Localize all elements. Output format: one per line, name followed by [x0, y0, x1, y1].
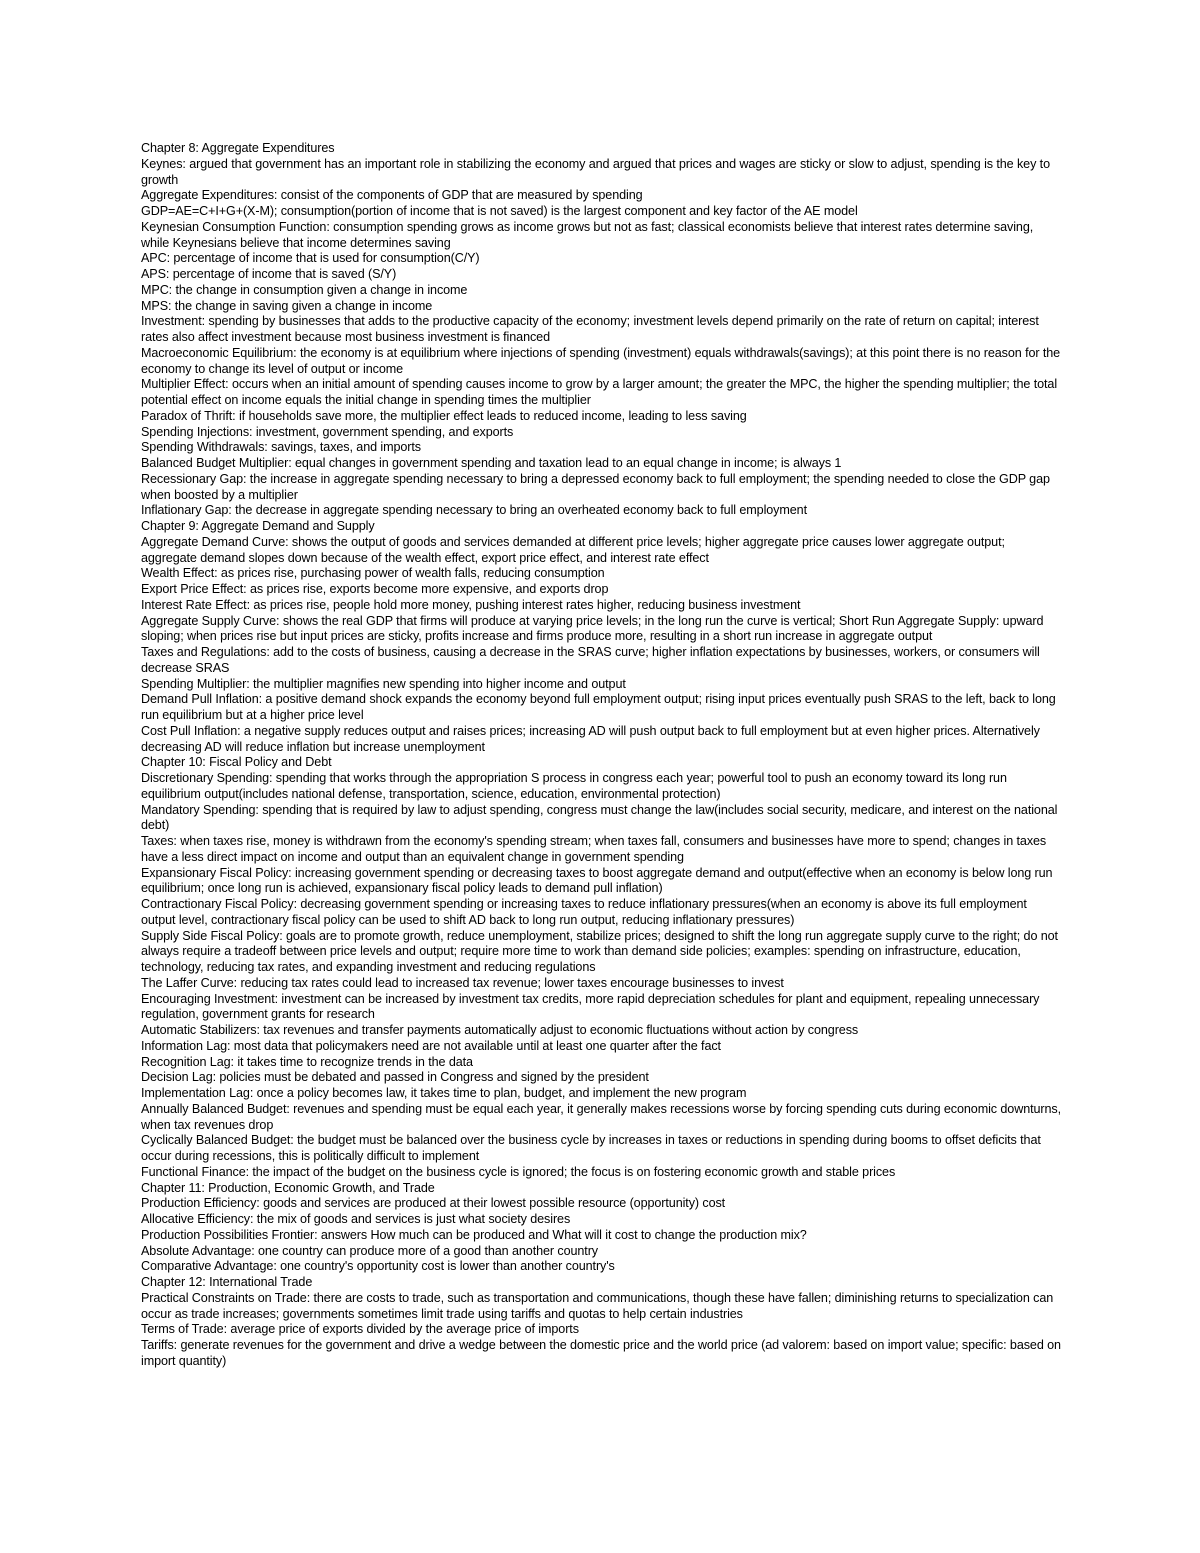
- chapter-heading: Chapter 11: Production, Economic Growth, and Trade: [141, 1180, 435, 1195]
- definition-entry: Keynes: argued that government has an important role in stabilizing the economy and argued that prices and wages are sticky or slow to adjust, spending is the key to growth: [141, 156, 1050, 187]
- definition-entry: Annually Balanced Budget: revenues and spending must be equal each year, it generally makes recessions worse by forcing spending cuts during economic downturns, when tax revenues drop: [141, 1101, 1061, 1132]
- definition-entry: MPC: the change in consumption given a change in income: [141, 282, 468, 297]
- definition-entry: Aggregate Demand Curve: shows the output of goods and services demanded at different price levels; higher aggregate price causes lower aggregate output; aggregate demand slopes down because of the wealth effect, export price effect, and interest rate effect: [141, 534, 1005, 565]
- definition-entry: Investment: spending by businesses that adds to the productive capacity of the economy; investment levels depend primarily on the rate of return on capital; interest rates also affect investment because most business investment is financed: [141, 314, 1039, 344]
- definition-entry: Contractionary Fiscal Policy: decreasing government spending or increasing taxes to reduce inflationary pressures(when an economy is above its full employment output level, contractionary fiscal policy can be used to shift AD back to long run output, reducing inflationary pressures): [141, 897, 1027, 927]
- definition-entry: Terms of Trade: average price of exports divided by the average price of imports: [141, 1322, 579, 1337]
- document-body: [141, 141, 1063, 1370]
- definition-entry: Decision Lag: policies must be debated and passed in Congress and signed by the president: [141, 1070, 649, 1085]
- definition-entry: Absolute Advantage: one country can produce more of a good than another country: [141, 1243, 598, 1258]
- definition-entry: Spending Injections: investment, government spending, and exports: [141, 424, 514, 439]
- definition-entry: Supply Side Fiscal Policy: goals are to promote growth, reduce unemployment, stabilize prices; designed to shift the long run aggregate supply curve to the right; do not always require a tradeoff between price levels and output; require more time to work than demand side policies; examples: spending on infrastructure, education, technology, reducing tax rates, and expanding investment and reducing regulations: [141, 928, 1058, 974]
- definition-entry: Comparative Advantage: one country's opportunity cost is lower than another country's: [141, 1259, 615, 1274]
- definition-entry: Taxes and Regulations: add to the costs of business, causing a decrease in the SRAS curve; higher inflation expectations by businesses, workers, or consumers will decrease SRAS: [141, 645, 1040, 675]
- definition-entry: Macroeconomic Equilibrium: the economy is at equilibrium where injections of spending (investment) equals withdrawals(savings); at this point there is no reason for the economy to change its level of output or income: [141, 345, 1061, 376]
- definition-entry: Discretionary Spending: spending that works through the appropriation S process in congress each year; powerful tool to push an economy toward its long run equilibrium output(includes national defense, transportation, science, education, environmental protection): [141, 771, 1007, 801]
- definition-entry: Paradox of Thrift: if households save more, the multiplier effect leads to reduced income, leading to less saving: [141, 408, 747, 423]
- definition-entry: Interest Rate Effect: as prices rise, people hold more money, pushing interest rates higher, reducing business investment: [141, 597, 801, 612]
- definition-entry: Information Lag: most data that policymakers need are not available until at least one quarter after the fact: [141, 1038, 721, 1053]
- definition-entry: Implementation Lag: once a policy becomes law, it takes time to plan, budget, and implement the new program: [141, 1086, 747, 1100]
- definition-entry: Recessionary Gap: the increase in aggregate spending necessary to bring a depressed economy back to full employment; the spending needed to close the GDP gap when boosted by a multiplier: [141, 471, 1050, 502]
- definition-entry: Functional Finance: the impact of the budget on the business cycle is ignored; the focus is on fostering economic growth and stable prices: [141, 1164, 896, 1179]
- definition-entry: Taxes: when taxes rise, money is withdrawn from the economy's spending stream; when taxes fall, consumers and businesses have more to spend; changes in taxes have a less direct impact on income and output than an equivalent change in government spending: [141, 834, 1047, 864]
- chapter-heading: Chapter 9: Aggregate Demand and Supply: [141, 519, 375, 533]
- definition-entry: Balanced Budget Multiplier: equal changes in government spending and taxation lead to an equal change in income; is always 1: [141, 456, 842, 470]
- definition-entry: Automatic Stabilizers: tax revenues and transfer payments automatically adjust to economic fluctuations without action by congress: [141, 1023, 859, 1037]
- definition-entry: Production Efficiency: goods and services are produced at their lowest possible resource (opportunity) cost: [141, 1196, 726, 1211]
- chapter-heading: Chapter 12: International Trade: [141, 1275, 313, 1289]
- definition-entry: APS: percentage of income that is saved (S/Y): [141, 267, 397, 281]
- definition-entry: The Laffer Curve: reducing tax rates could lead to increased tax revenue; lower taxes encourage businesses to invest: [141, 975, 784, 990]
- chapter-heading: Chapter 10: Fiscal Policy and Debt: [141, 755, 332, 770]
- definition-entry: GDP=AE=C+I+G+(X-M); consumption(portion of income that is not saved) is the largest component and key factor of the AE model: [141, 204, 858, 218]
- definition-entry: Production Possibilities Frontier: answers How much can be produced and What will it cost to change the production mix?: [141, 1227, 807, 1242]
- definition-entry: Wealth Effect: as prices rise, purchasing power of wealth falls, reducing consumption: [141, 566, 605, 581]
- definition-entry: MPS: the change in saving given a change in income: [141, 298, 433, 313]
- definition-entry: Expansionary Fiscal Policy: increasing government spending or decreasing taxes to boost aggregate demand and output(effective when an economy is below long run equilibrium; once long run is achieved, expansionary fiscal policy leads to demand pull inflation): [141, 865, 1053, 896]
- definition-entry: Demand Pull Inflation: a positive demand shock expands the economy beyond full employment output; rising input prices eventually push SRAS to the left, back to long run equilibrium but at a higher price level: [141, 692, 1056, 722]
- definition-entry: Tariffs: generate revenues for the government and drive a wedge between the domestic price and the world price (ad valorem: based on import value; specific: based on import quantity): [141, 1338, 1061, 1368]
- definition-entry: APC: percentage of income that is used for consumption(C/Y): [141, 251, 480, 266]
- definition-entry: Inflationary Gap: the decrease in aggregate spending necessary to bring an overheated economy back to full employment: [141, 503, 807, 518]
- definition-entry: Spending Withdrawals: savings, taxes, and imports: [141, 440, 421, 455]
- definition-entry: Multiplier Effect: occurs when an initial amount of spending causes income to grow by a larger amount; the greater the MPC, the higher the spending multiplier; the total potential effect on income equals the initial change in spending times the multiplier: [141, 377, 1058, 407]
- definition-entry: Spending Multiplier: the multiplier magnifies new spending into higher income and output: [141, 676, 626, 691]
- definition-entry: Encouraging Investment: investment can be increased by investment tax credits, more rapid depreciation schedules for plant and equipment, repealing unnecessary regulation, government grants for research: [141, 991, 1040, 1022]
- definition-entry: Keynesian Consumption Function: consumption spending grows as income grows but not as fast; classical economists believe that interest rates determine saving, while Keynesians believe that income determines saving: [141, 219, 1034, 250]
- definition-entry: Export Price Effect: as prices rise, exports become more expensive, and exports drop: [141, 582, 609, 596]
- definition-entry: Cyclically Balanced Budget: the budget must be balanced over the business cycle by increases in taxes or reductions in spending during booms to offset deficits that occur during recessions, this is politically difficult to implement: [141, 1133, 1041, 1163]
- definition-entry: Allocative Efficiency: the mix of goods and services is just what society desires: [141, 1212, 571, 1226]
- definition-entry: Cost Pull Inflation: a negative supply reduces output and raises prices; increasing AD will push output back to full employment but at even higher prices. Alternatively decreasing AD will reduce inflation but increase unemployment: [141, 723, 1040, 754]
- definition-entry: Aggregate Expenditures: consist of the components of GDP that are measured by spending: [141, 188, 643, 203]
- chapter-heading: Chapter 8: Aggregate Expenditures: [141, 141, 335, 155]
- definition-entry: Practical Constraints on Trade: there are costs to trade, such as transportation and communications, though these have fallen; diminishing returns to specialization can occur as trade increases; governments sometimes limit trade using tariffs and quotas to help certain industries: [141, 1290, 1054, 1321]
- definition-entry: Mandatory Spending: spending that is required by law to adjust spending, congress must change the law(includes social security, medicare, and interest on the national debt): [141, 802, 1058, 833]
- definition-entry: Aggregate Supply Curve: shows the real GDP that firms will produce at varying price levels; in the long run the curve is vertical; Short Run Aggregate Supply: upward sloping; when prices rise but input prices are sticky, profits increase and firms produce more, resulting in a short run increase in aggregate output: [141, 613, 1044, 644]
- definition-entry: Recognition Lag: it takes time to recognize trends in the data: [141, 1054, 473, 1069]
